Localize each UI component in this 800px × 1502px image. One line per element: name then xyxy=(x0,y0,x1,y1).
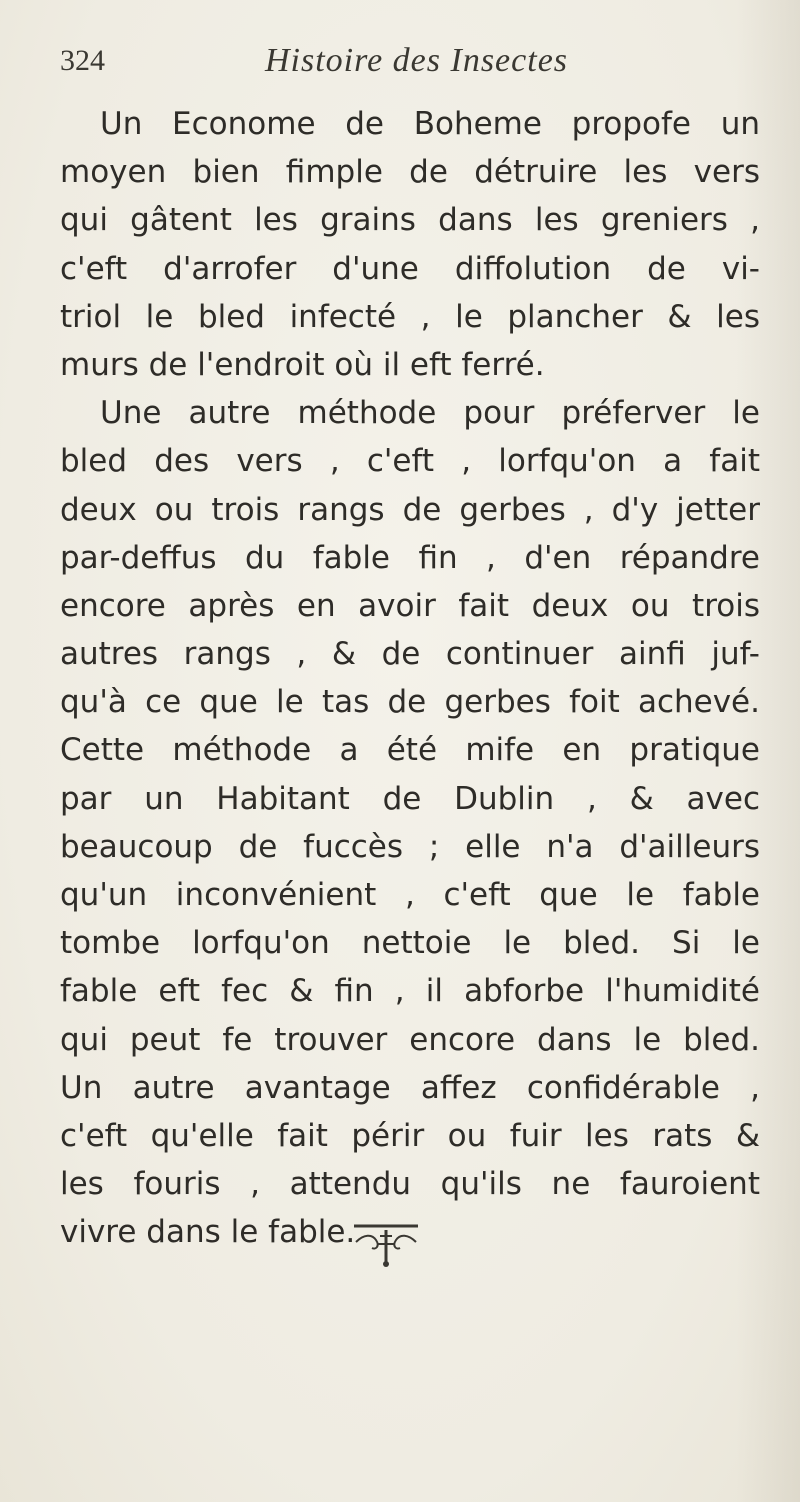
text-line: c'eft d'arrofer d'une diffolution de vi- xyxy=(60,250,760,287)
text-line: autres rangs , & de continuer ainfi juf- xyxy=(60,636,760,673)
text-line: fable eft fec & fin , il abforbe l'humidité xyxy=(60,973,760,1010)
text-line: encore après en avoir fait deux ou trois xyxy=(60,587,760,624)
fleuron-icon xyxy=(346,1220,426,1270)
text-line: les fouris , attendu qu'ils ne fauroient xyxy=(60,1166,760,1203)
text-line: deux ou trois rangs de gerbes , d'y jetter xyxy=(60,491,760,528)
text-line: c'eft qu'elle fait périr ou fuir les rats & xyxy=(60,1117,760,1154)
text-line: qui gâtent les grains dans les greniers , xyxy=(60,202,760,239)
text-line: murs de l'endroit où il eft ferré. xyxy=(60,346,545,383)
text-line: Une autre méthode pour préferver le xyxy=(100,395,760,432)
text-line: Cette méthode a été mife en pratique xyxy=(60,732,760,769)
text-line: par-deffus du fable fin , d'en répandre xyxy=(60,539,760,576)
body-text xyxy=(60,100,760,1257)
text-line: Un autre avantage affez confidérable , xyxy=(60,1069,760,1106)
running-head: Histoire des Insectes xyxy=(265,42,569,79)
text-line: bled des vers , c'eft , lorfqu'on a fait xyxy=(60,443,760,480)
text-line: beaucoup de fuccès ; elle n'a d'ailleurs xyxy=(60,828,760,865)
text-line: qu'à ce que le tas de gerbes foit achevé. xyxy=(60,684,760,721)
text-line: qu'un inconvénient , c'eft que le fable xyxy=(60,877,760,913)
text-line: vivre dans le fable. xyxy=(60,1214,356,1251)
text-line: tombe lorfqu'on nettoie le bled. Si le xyxy=(60,925,760,962)
text-line: Un Econome de Boheme propofe un xyxy=(100,106,760,142)
text-line: par un Habitant de Dublin , & avec xyxy=(60,780,760,817)
text-line: moyen bien fimple de détruire les vers xyxy=(60,154,760,191)
page-header xyxy=(60,38,760,88)
text-line: triol le bled infecté , le plancher & les xyxy=(60,298,760,335)
page-number: 324 xyxy=(60,44,105,77)
text-line: qui peut fe trouver encore dans le bled. xyxy=(60,1021,760,1058)
